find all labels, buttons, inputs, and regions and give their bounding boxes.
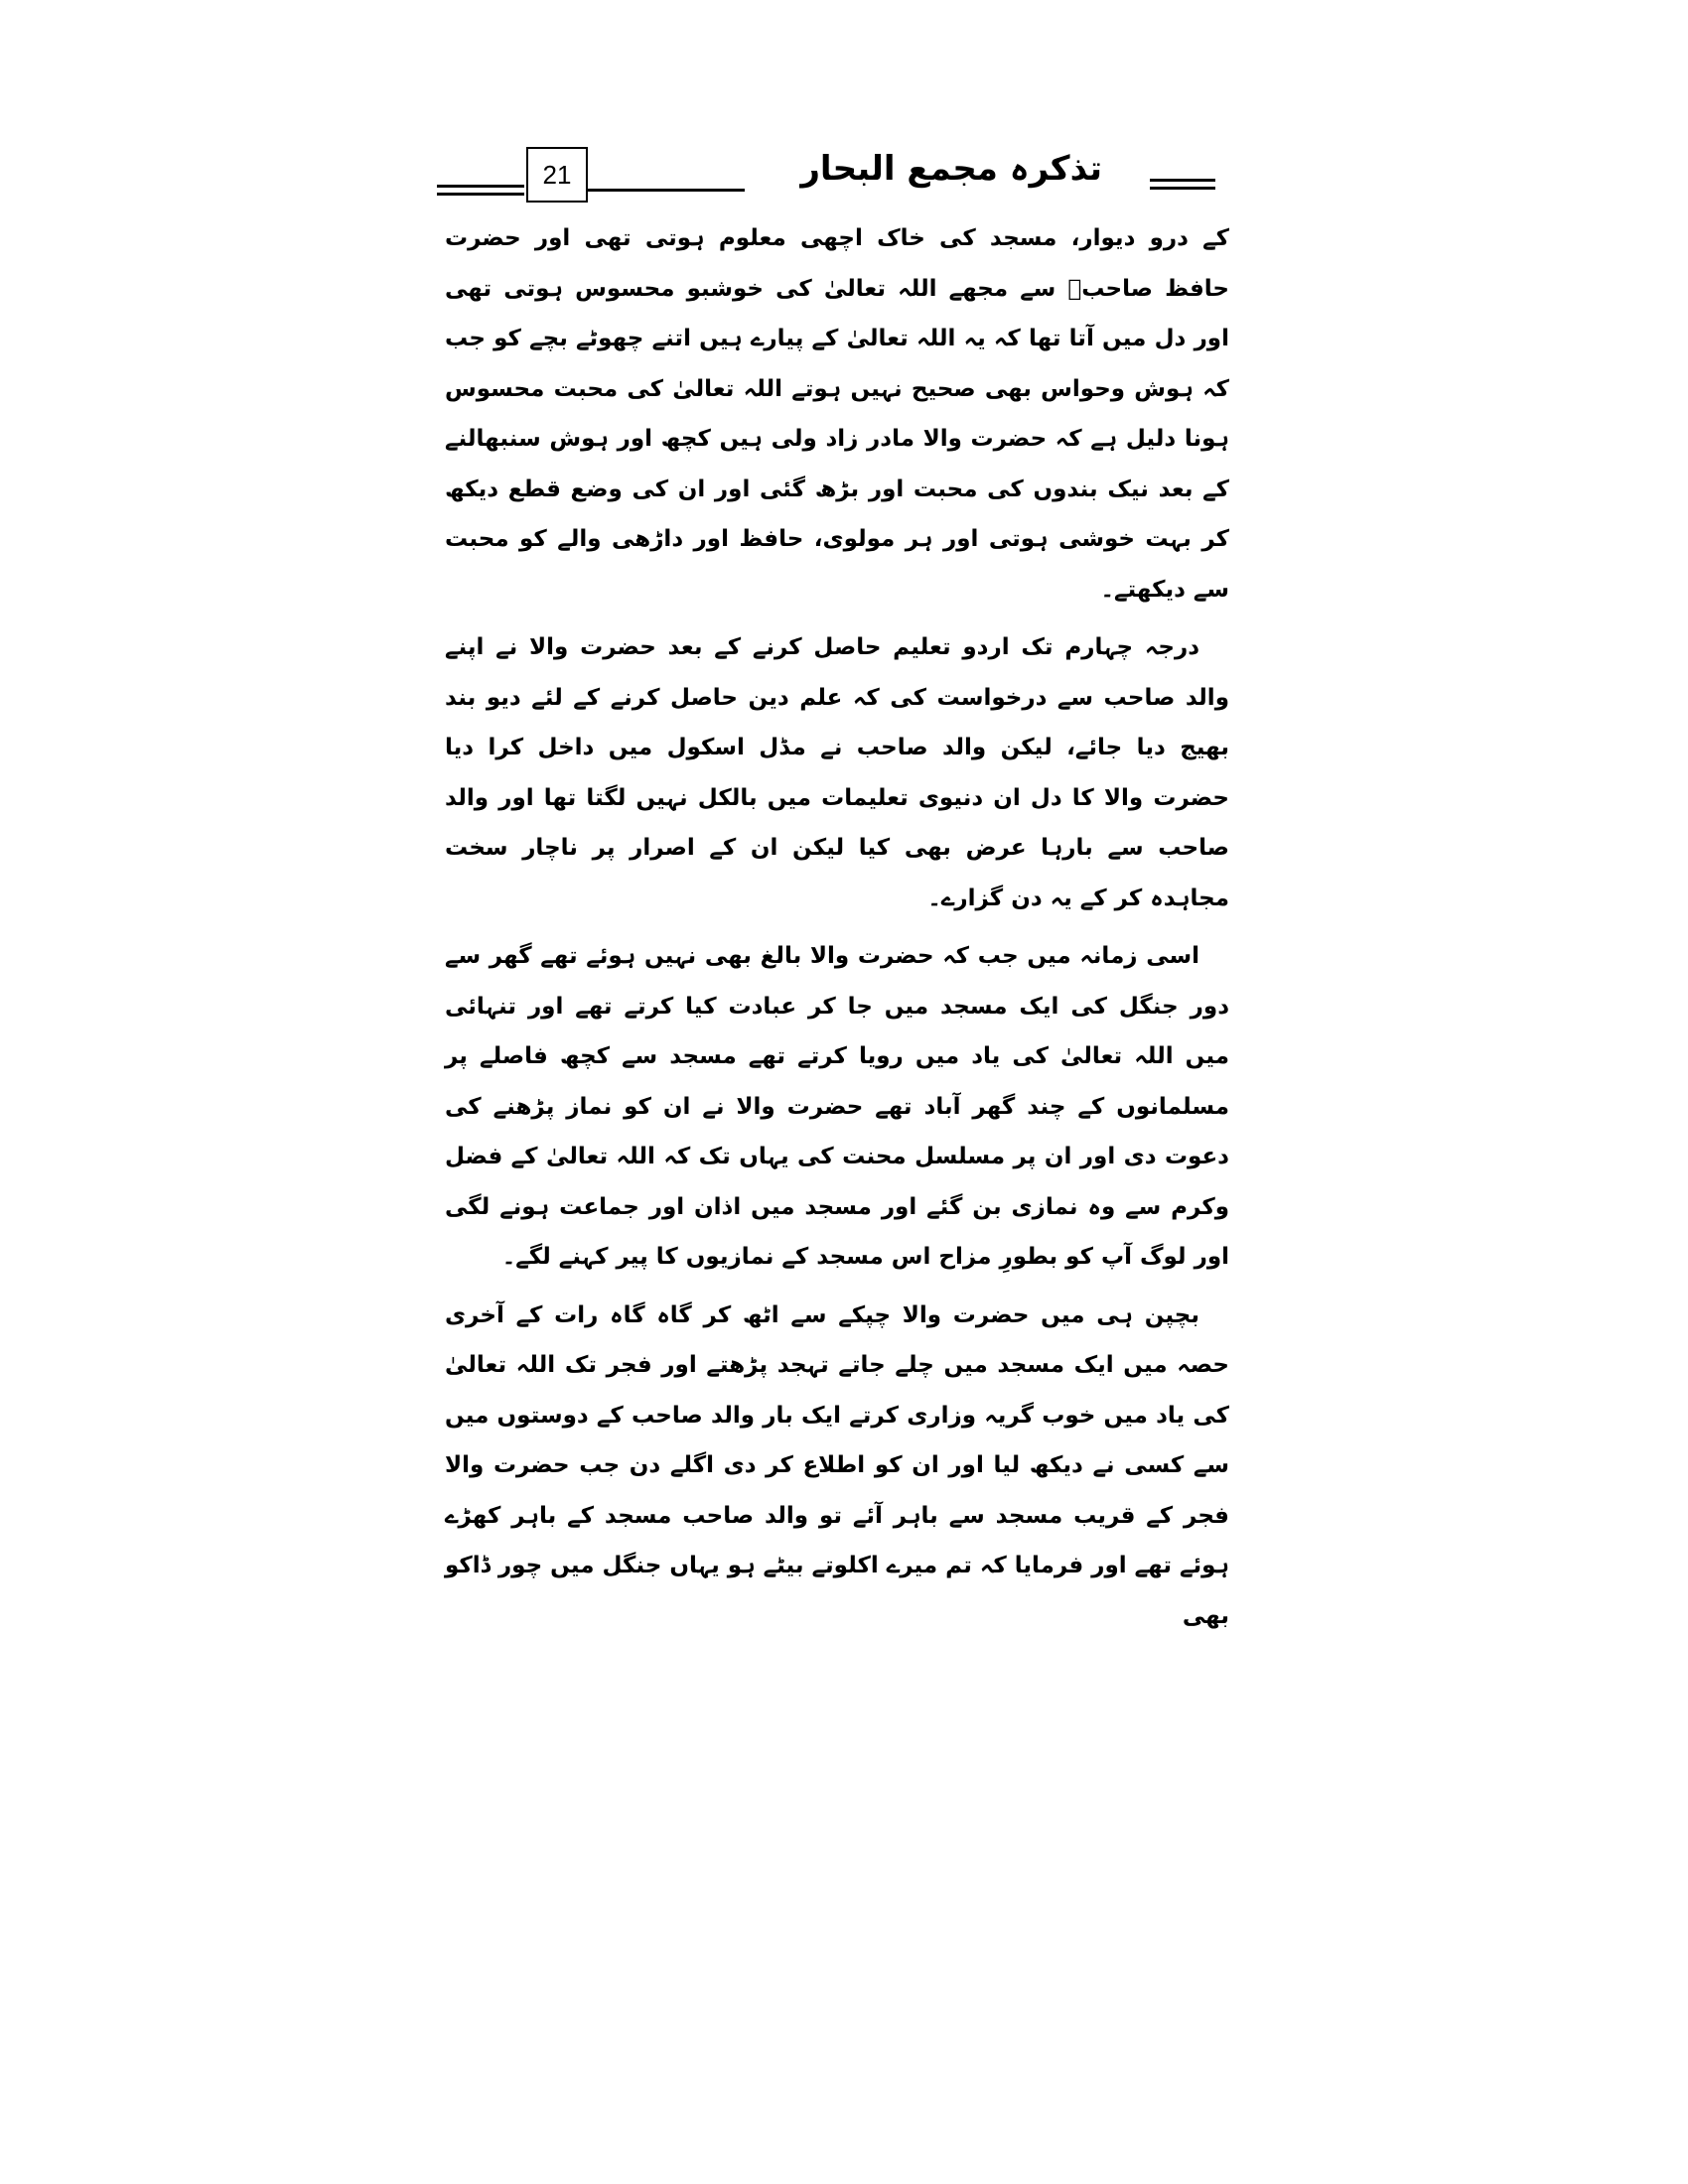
header-rule-right-bottom xyxy=(1150,187,1215,190)
header-rule-middle xyxy=(588,189,745,192)
header-rule-left-bottom xyxy=(437,193,524,196)
running-title: تذکرہ مجمع البحار xyxy=(800,149,1102,189)
header-rule-left-top xyxy=(437,185,524,188)
paragraph: درجہ چہارم تک اردو تعلیم حاصل کرنے کے بعد حضرت والا نے اپنے والد صاحب سے درخواست کی کہ علم دین حاصل کرنے کے لئے دیو بند بھیج دیا جائے، لیکن والد صاحب نے مڈل اسکول میں داخل کرا دیا حضرت والا کا دل ان دنیوی تعلیمات میں بالکل نہیں لگتا تھا اور والد صاحب سے بارہا عرض بھی کیا لیکن ان کے اصرار پر ناچار سخت مجاہدہ کر کے یہ دن گزارے۔ xyxy=(445,634,1229,911)
paragraph: اسی زمانہ میں جب کہ حضرت والا بالغ بھی نہیں ہوئے تھے گھر سے دور جنگل کی ایک مسجد میں جا کر عبادت کیا کرتے تھے اور تنہائی میں اللہ تعالیٰ کی یاد میں رویا کرتے تھے مسجد سے کچھ فاصلے پر مسلمانوں کے چند گھر آباد تھے حضرت والا نے ان کو نماز پڑھنے کی دعوت دی اور ان پر مسلسل محنت کی یہاں تک کہ اللہ تعالیٰ کے فضل وکرم سے وہ نمازی بن گئے اور مسجد میں اذان اور جماعت ہونے لگی اور لوگ آپ کو بطورِ مزاح اس مسجد کے نمازیوں کا پیر کہنے لگے۔ xyxy=(445,943,1230,1270)
paragraph: بچپن ہی میں حضرت والا چپکے سے اٹھ کر گاہ گاہ رات کے آخری حصہ میں ایک مسجد میں چلے جاتے تہجد پڑھتے اور فجر تک اللہ تعالیٰ کی یاد میں خوب گریہ وزاری کرتے ایک بار والد صاحب کے دوستوں میں سے کسی نے دیکھ لیا اور ان کو اطلاع کر دی اگلے دن جب حضرت والا فجر کے قریب مسجد سے باہر آئے تو والد صاحب مسجد کے باہر کھڑے ہوئے تھے اور فرمایا کہ تم میرے اکلوتے بیٹے ہو یہاں جنگل میں چور ڈاکو بھی xyxy=(445,1301,1229,1629)
page-number: 21 xyxy=(526,147,588,203)
page-header xyxy=(437,139,1231,213)
header-rule-right-top xyxy=(1150,179,1215,182)
paragraph: کے درو دیوار، مسجد کی خاک اچھی معلوم ہوتی تھی اور حضرت حافظ صاحبؒ سے مجھے اللہ تعالیٰ کی خوشبو محسوس ہوتی تھی اور دل میں آتا تھا کہ یہ اللہ تعالیٰ کے پیارے ہیں اتنے چھوٹے بچے کو جب کہ ہوش وحواس بھی صحیح نہیں ہوتے اللہ تعالیٰ کی محبت محسوس ہونا دلیل ہے کہ حضرت والا مادر زاد ولی ہیں کچھ اور ہوش سنبھالنے کے بعد نیک بندوں کی محبت اور بڑھ گئی اور ان کی وضع قطع دیکھ کر بہت خوشی ہوتی اور ہر مولوی، حافظ اور داڑھی والے کو محبت سے دیکھتے۔ xyxy=(445,225,1229,603)
body-text xyxy=(445,213,1229,1649)
